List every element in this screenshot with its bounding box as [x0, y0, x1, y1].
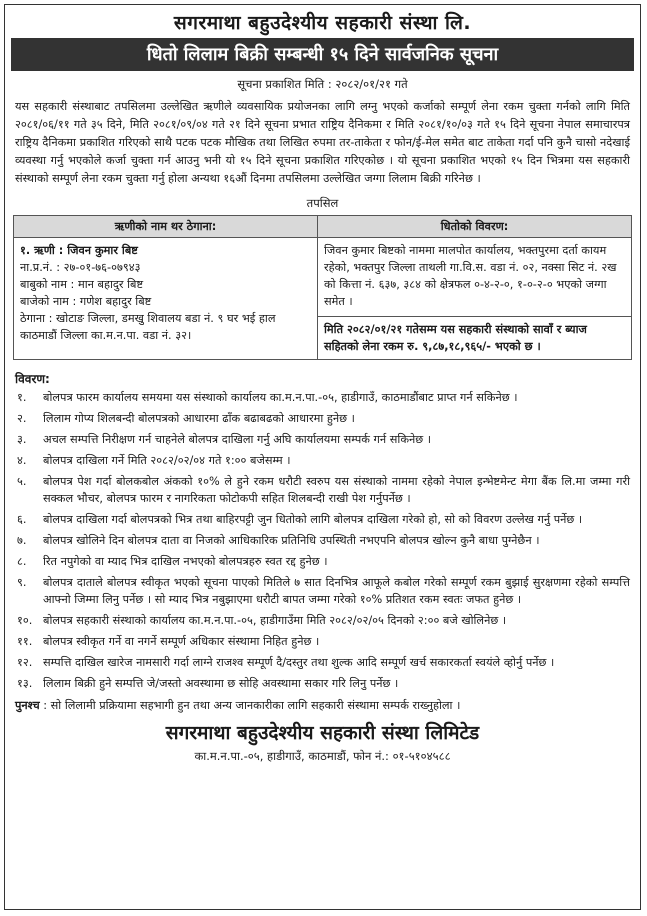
term-text: लिलाम गोप्य शिलबन्दी बोलपत्रको आधारमा ढाँक बढाबढको आधारमा हुनेछ । [43, 412, 355, 425]
list-item [15, 574, 630, 608]
list-item [15, 675, 630, 692]
tapasil-label: तपसिल [306, 196, 339, 210]
collateral-description: जिवन कुमार बिष्टको नाममा मालपोत कार्यालय, भक्तपुरमा दर्ता कायम रहेको, भक्तपुर जिल्ला ताथली गा.वि.स. वडा नं. ०२, नक्सा सिट नं. २ख को कित्ता नं. ६३७, ३८४ को क्षेत्रफल ०-४-२-०, १-०-२-० भएको जग्गा समेत । [324, 244, 617, 308]
term-text: लिलाम बिक्री हुने सम्पत्ति जे/जस्तो अवस्थामा छ सोहि अवस्थामा सकार गरि लिनु पर्नेछ । [43, 677, 399, 690]
notice-frame [4, 4, 641, 910]
collateral-cell [318, 238, 632, 360]
borrower-address: ठेगाना : खोटाङ जिल्ला, डमखु शिवालय बडा नं. ९ घर भई हाल काठमाडौं जिल्ला का.म.न.पा. वडा नं. ३२। [20, 312, 276, 342]
terms-heading: विवरण: [15, 372, 50, 386]
list-item [15, 452, 630, 469]
term-number: ११. [17, 635, 33, 648]
borrower-father: बाबुको नाम : मान बहादुर बिष्ट [20, 278, 144, 291]
term-number: १. [17, 391, 27, 404]
term-number: ८. [17, 555, 27, 568]
postscript-text: : सो लिलामी प्रक्रियामा सहभागी हुन तथा अन्य जानकारीका लागि सहकारी संस्थामा सम्पर्क राख्नुहोला । [43, 699, 461, 712]
list-item [15, 431, 630, 448]
term-number: ३. [17, 433, 27, 446]
borrower-column-header: ऋणीको नाम थर ठेगाना: [14, 216, 318, 238]
list-item [15, 410, 630, 427]
collateral-column-header: धितोको विवरण: [318, 216, 632, 238]
footer-org-name: सगरमाथा बहुउदेश्यीय सहकारी संस्था लिमिटेड [165, 722, 480, 744]
term-number: ६. [17, 513, 27, 526]
term-text: बोलपत्र दाखिला गर्ने मिति २०८२/०२/०४ गते १:०० बजेसम्म । [43, 454, 291, 467]
term-text: बोलपत्र खोलिने दिन बोलपत्र दाता वा निजको आधिकारिक प्रतिनिधि उपस्थिती नभएपनि बोलपत्र खोल्न कुनै बाधा पुग्नेछैन । [43, 534, 540, 547]
term-text: सम्पत्ति दाखिल खारेज नामसारी गर्दा लाग्ने राजश्व सम्पूर्ण दै/दस्तुर तथा शुल्क आदि सम्पूर्ण खर्च सकारकर्ता स्वयंले व्होर्नु पर्नेछ । [43, 656, 555, 669]
postscript-label: पुनश्च [15, 699, 40, 712]
term-text: बोलपत्र फारम कार्यालय समयमा यस संस्थाको कार्यालय का.म.न.पा.-०५, हाडीगाउँ, काठमाडौंबाट प्राप्त गर्न सकिनेछ । [43, 391, 518, 404]
details-table [13, 215, 632, 360]
term-text: रित नपुगेको वा म्याद भित्र दाखिल नभएको बोलपत्रहरु स्वत रद्द हुनेछ । [43, 555, 328, 568]
term-number: ९. [17, 576, 27, 589]
term-number: ७. [17, 534, 27, 547]
term-number: १२. [17, 656, 33, 669]
term-number: ४. [17, 454, 27, 467]
terms-list [15, 389, 630, 692]
term-text: बोलपत्र स्वीकृत गर्ने वा नगर्ने सम्पूर्ण अधिकार संस्थामा निहित हुनेछ । [43, 635, 320, 648]
due-amount: मिति २०८२/०१/२१ गतेसम्म यस सहकारी संस्थाको सावाँ र ब्याज सहितको लेना रकम रु. ९,८७,१८,९६५/- भएको छ । [318, 316, 631, 359]
postscript [15, 698, 630, 713]
term-number: १३. [17, 677, 33, 690]
term-number: २. [17, 412, 27, 425]
term-text: बोलपत्र दाखिला गर्दा बोलपत्रको भित्र तथा बाहिरपट्टी जुन धितोको लागि बोलपत्र दाखिला गरेको हो, सो को विवरण उल्लेख गर्नु पर्नेछ । [43, 513, 583, 526]
term-number: १०. [17, 614, 33, 627]
term-text: बोलपत्र सहकारी संस्थाको कार्यालय का.म.न.पा.-०५, हाडीगाउँमा मिति २०८२/०२/०५ दिनको २:०० बजे खोलिनेछ । [43, 614, 507, 627]
list-item [15, 612, 630, 629]
list-item [15, 389, 630, 406]
term-number: ५. [17, 475, 27, 488]
intro-paragraph: यस सहकारी संस्थाबाट तपसिलमा उल्लेखित ऋणीले व्यवसायिक प्रयोजनका लागि लग्नु भएको कर्जाको सम्पूर्ण लेना रकम चुक्ता गर्नको लागि मिति २०८१/०६/११ गते ३५ दिने, मिति २०८१/०९/०४ गते २१ दिने सूचना प्रभात राष्ट्रिय दैनिकमा र मिति २०८१/१०/०३ गते १५ दिने सूचना नेपाल समाचारपत्र राष्ट्रिय दैनिकमा प्रकाशित गरिएको साथै पटक पटक मौखिक तथा लिखित रुपमा तर-ताकेता र फोन/ई-मेल समेत बाट ताकेता गर्दा पनि कुनै चासो नदेखाई व्यवस्था गर्नु भएकोले कर्जा चुक्ता गर्न आउनु भनी यो १५ दिने सूचना प्रकाशित गरिएकोछ । यो सूचना प्रकाशित भएको १५ दिन भित्रमा यस सहकारी संस्थाको सम्पूर्ण लेना रकम चुक्ता गर्नु होला अन्यथा १६औं दिनमा तपसिलमा उल्लेखित जग्गा लिलाम बिक्री गरिनेछ । [15, 100, 630, 185]
list-item [15, 553, 630, 570]
notice-title-banner: धितो लिलाम बिक्री सम्बन्धी १५ दिने सार्वजनिक सूचना [11, 38, 634, 71]
borrower-name: १. ऋणी : जिवन कुमार बिष्ट [20, 244, 138, 257]
borrower-cell [14, 238, 318, 360]
list-item [15, 532, 630, 549]
term-text: बोलपत्र पेश गर्दा बोलकबोल अंकको १०% ले हुने रकम धरौटी स्वरुप यस संस्थाको नाममा रहेको नेपाल इन्भेष्टमेन्ट मेगा बैंक लि.मा जम्मा गरी सक्कल भौचर, बोलपत्र फारम र नागरिकता फोटोकपी सहित शिलबन्दी राखी पेश गर्नुपर्नेछ । [43, 475, 630, 505]
list-item [15, 473, 630, 507]
borrower-citizenship: ना.प्र.नं. : २७-०१-७६-०७९४३ [20, 261, 141, 274]
list-item [15, 633, 630, 650]
published-date: सूचना प्रकाशित मिति : २०८२/०१/२१ गते [237, 77, 408, 91]
footer-address: का.म.न.पा.-०५, हाडीगाउँ, काठमाडौं, फोन नं.: ०१-५१०४५८८ [194, 749, 451, 763]
list-item [15, 654, 630, 671]
org-title: सगरमाथा बहुउदेश्यीय सहकारी संस्था लि. [173, 12, 472, 34]
list-item [15, 511, 630, 528]
term-text: अचल सम्पत्ति निरीक्षण गर्न चाहनेले बोलपत्र दाखिला गर्नु अघि कार्यालयमा सम्पर्क गर्न सकिनेछ । [43, 433, 432, 446]
term-text: बोलपत्र दाताले बोलपत्र स्वीकृत भएको सूचना पाएको मितिले ७ सात दिनभित्र आफूले कबोल गरेको सम्पूर्ण रकम बुझाई सुरक्षणमा रहेको सम्पत्ति आफ्नो जिम्मा लिनु पर्नेछ । सो म्याद भित्र नबुझाएमा धरौटी बापत जम्मा गरेको १०% प्रतिशत रकम स्वतः जफत हुनेछ । [43, 576, 630, 606]
borrower-grandfather: बाजेको नाम : गणेश बहादुर बिष्ट [20, 295, 152, 308]
